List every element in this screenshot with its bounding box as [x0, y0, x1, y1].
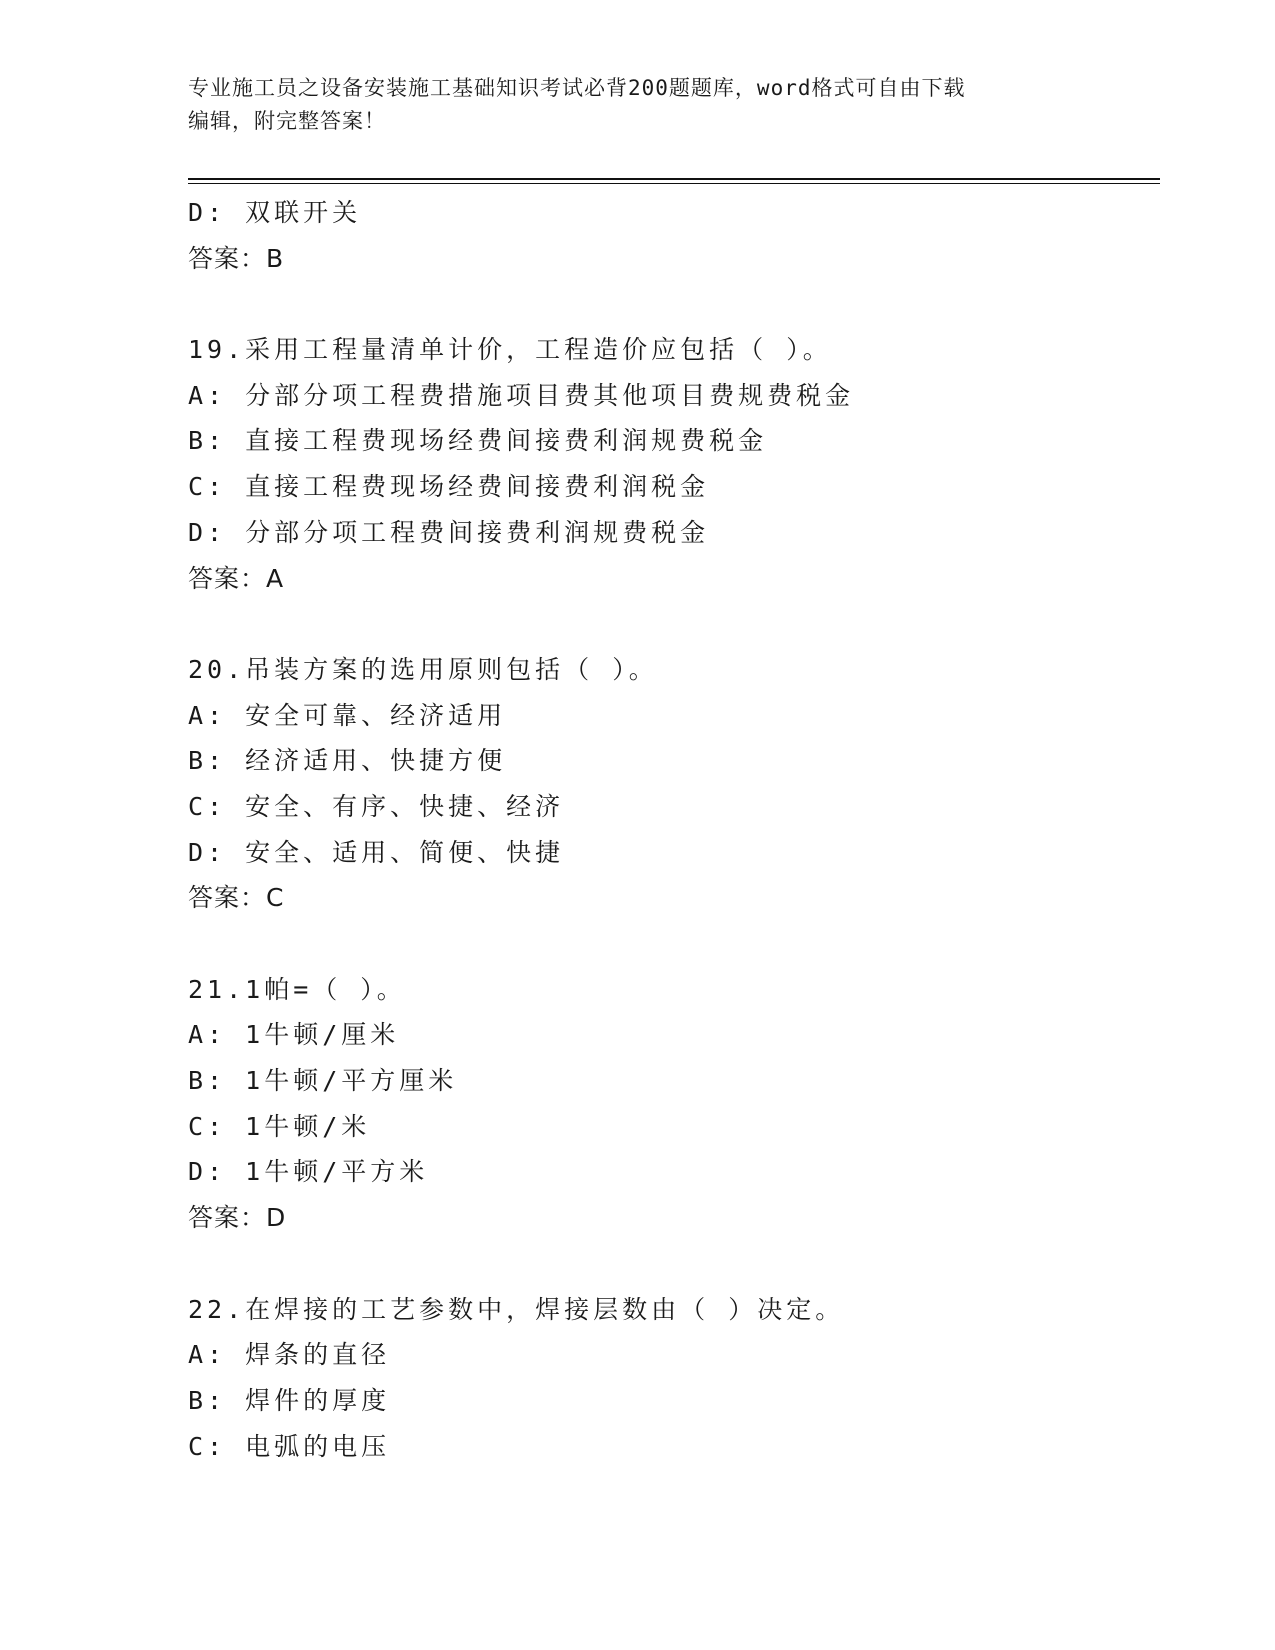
question-list	[188, 190, 1148, 1469]
question-answer: 答案：A	[188, 563, 285, 593]
option-a: A: 安全可靠、经济适用	[188, 700, 507, 730]
question-21	[188, 967, 1148, 1241]
document-header	[188, 72, 1088, 138]
question-stem: 22.在焊接的工艺参数中，焊接层数由（ ）决定。	[188, 1294, 845, 1324]
question-stem: 20.吊装方案的选用原则包括（ ）。	[188, 654, 658, 684]
prev-question-option-d: D: 双联开关	[188, 198, 362, 227]
option-b: B: 经济适用、快捷方便	[188, 746, 507, 776]
option-c: C: 1牛顿/米	[188, 1111, 371, 1141]
question-20	[188, 647, 1148, 921]
question-22	[188, 1287, 1148, 1470]
header-divider-thin	[188, 183, 1160, 184]
option-d: D: 分部分项工程费间接费利润规费税金	[188, 517, 710, 547]
question-spacer	[188, 601, 1148, 647]
option-d: D: 1牛顿/平方米	[188, 1157, 429, 1187]
question-spacer	[188, 281, 1148, 327]
question-stem: 19.采用工程量清单计价，工程造价应包括（ ）。	[188, 335, 832, 365]
option-b: B: 直接工程费现场经费间接费利润规费税金	[188, 426, 768, 456]
header-divider-thick	[188, 178, 1160, 180]
question-answer: 答案：D	[188, 1203, 287, 1233]
prev-question-answer: 答案：B	[188, 243, 285, 273]
option-b: B: 焊件的厚度	[188, 1385, 391, 1415]
header-title-line-1: 专业施工员之设备安装施工基础知识考试必背200题题库，word格式可自由下载	[188, 76, 966, 100]
question-stem: 21.1帕=（ ）。	[188, 974, 406, 1004]
option-a: A: 焊条的直径	[188, 1340, 391, 1370]
option-c: C: 安全、有序、快捷、经济	[188, 791, 565, 821]
question-19	[188, 327, 1148, 601]
option-c: C: 直接工程费现场经费间接费利润税金	[188, 472, 710, 502]
question-spacer	[188, 1241, 1148, 1287]
option-a: A: 1牛顿/厘米	[188, 1020, 400, 1050]
question-spacer	[188, 921, 1148, 967]
option-b: B: 1牛顿/平方厘米	[188, 1066, 458, 1096]
question-answer: 答案：C	[188, 883, 285, 913]
option-c: C: 电弧的电压	[188, 1431, 391, 1461]
option-a: A: 分部分项工程费措施项目费其他项目费规费税金	[188, 380, 855, 410]
option-d: D: 安全、适用、简便、快捷	[188, 837, 565, 867]
header-title-line-2: 编辑，附完整答案！	[188, 109, 386, 133]
